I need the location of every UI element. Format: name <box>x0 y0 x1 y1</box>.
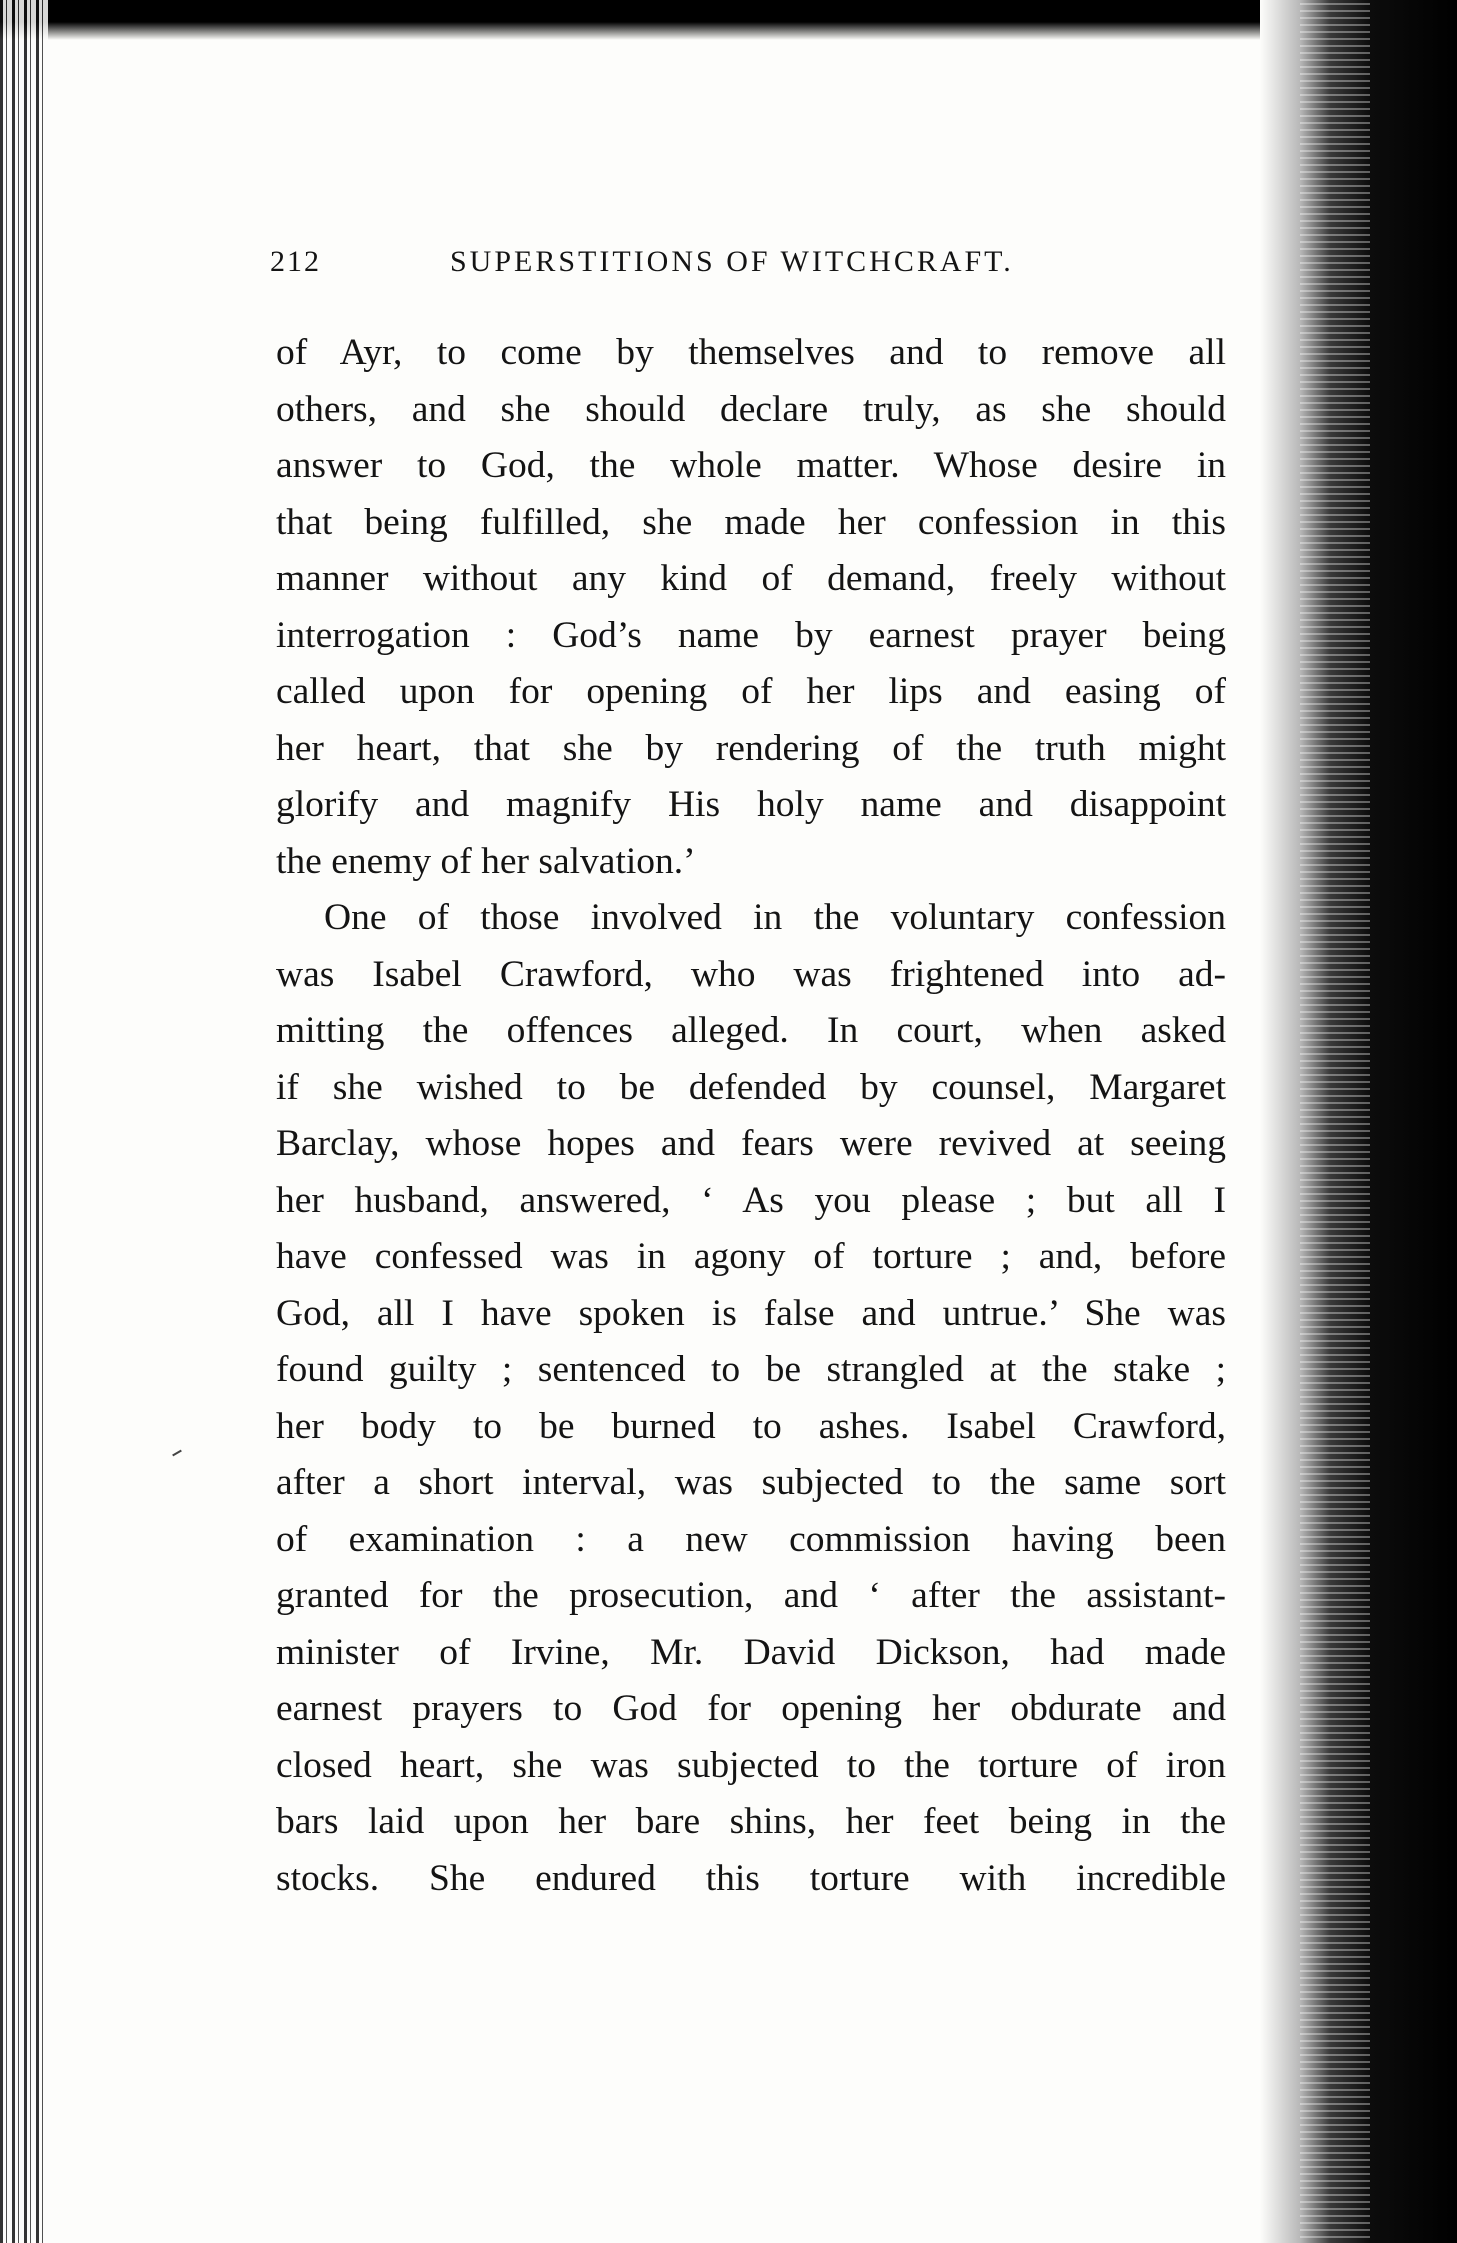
running-title: SUPERSTITIONS OF WITCHCRAFT. <box>450 245 1014 278</box>
text-line: was Isabel Crawford, who was frightened into ad- <box>276 953 1226 995</box>
text-line: that being fulfilled, she made her confession in this <box>276 501 1226 543</box>
text-line: stocks. She endured this torture with incredible <box>276 1857 1226 1899</box>
text-line: manner without any kind of demand, freely without <box>276 558 1226 599</box>
text-line: her heart, that she by rendering of the truth might <box>276 727 1226 769</box>
page-number: 212 <box>270 245 321 278</box>
running-head <box>270 245 1230 285</box>
ink-speck <box>172 1450 182 1457</box>
text-line: after a short interval, was subjected to the same sort <box>276 1462 1226 1503</box>
text-line: of Ayr, to come by themselves and to remove all <box>276 332 1226 373</box>
text-line: answer to God, the whole matter. Whose desire in <box>276 445 1226 486</box>
text-line: minister of Irvine, Mr. David Dickson, had made <box>276 1631 1226 1673</box>
text-line: called upon for opening of her lips and easing of <box>276 671 1226 712</box>
text-line: bars laid upon her bare shins, her feet being in the <box>276 1801 1226 1842</box>
text-line: of examination : a new commission having been <box>276 1518 1226 1560</box>
text-line: have confessed was in agony of torture ; and, before <box>276 1236 1226 1277</box>
text-line: granted for the prosecution, and ‘ after the assistant- <box>276 1575 1226 1616</box>
text-line: her husband, answered, ‘ As you please ; but all I <box>276 1179 1226 1221</box>
text-line: glorify and magnify His holy name and disappoint <box>276 784 1226 825</box>
text-line: God, all I have spoken is false and untrue.’ She was <box>276 1292 1226 1334</box>
text-line: mitting the offences alleged. In court, when asked <box>276 1010 1226 1051</box>
text-line: others, and she should declare truly, as she should <box>276 388 1226 430</box>
text-line: if she wished to be defended by counsel, Margaret <box>276 1066 1226 1108</box>
text-line: earnest prayers to God for opening her obdurate and <box>276 1688 1226 1729</box>
text-line: her body to be burned to ashes. Isabel Crawford, <box>276 1405 1226 1447</box>
text-line: Barclay, whose hopes and fears were revived at seeing <box>276 1123 1226 1164</box>
text-line: closed heart, she was subjected to the torture of iron <box>276 1744 1226 1786</box>
text-line: found guilty ; sentenced to be strangled at the stake ; <box>276 1349 1226 1390</box>
body-text <box>276 325 1226 1907</box>
text-line: the enemy of her salvation.’ <box>276 840 696 882</box>
paragraph-start-line: One of those involved in the voluntary confession <box>324 897 1226 938</box>
text-line: interrogation : God’s name by earnest prayer being <box>276 614 1226 656</box>
